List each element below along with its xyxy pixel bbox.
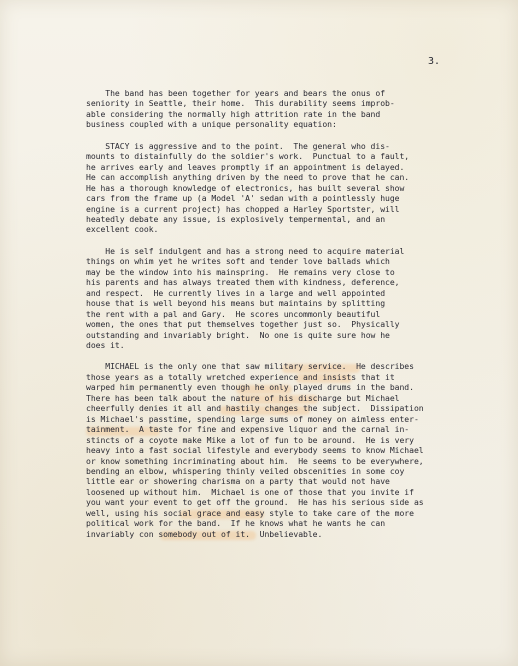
text-line: He is self indulgent and has a strong need to acquire material [86, 245, 405, 256]
text-line: business coupled with a unique personality equation: [86, 119, 337, 130]
text-line: outstanding and invariably bright. No one is quite sure how he [86, 329, 390, 340]
text-line: cars from the frame up (a Model 'A' sedan with a pointlessly huge [86, 193, 400, 204]
text-line: cheerfully denies it all and hastily changes the subject. Dissipation [86, 403, 424, 414]
text-line: women, the ones that put themselves together just so. Physically [86, 319, 400, 330]
text-line: political work for the band. If he knows what he wants he can [86, 518, 386, 529]
text-line: is Michael's passtime, spending large sums of money on aimless enter- [86, 413, 419, 424]
text-line: things on whim yet he writes soft and tender love ballads which [86, 256, 390, 267]
text-line: heatedly debate any issue, is explosively tempermental, and an [86, 213, 386, 224]
text-line: you want your event to get off the ground. He has his serious side as [86, 497, 424, 508]
body-text [86, 88, 466, 550]
text-line: his parents and has always treated them with kindness, deference, [86, 277, 400, 288]
text-line: There has been talk about the nature of his discharge but Michael [86, 392, 400, 403]
text-line: may be the window into his mainspring. He remains very close to [86, 266, 395, 277]
text-line: excellent cook. [86, 224, 159, 235]
text-line: he arrives early and leaves promptly if an appointment is delayed. [86, 161, 405, 172]
text-line: house that is well beyond his means but maintains by splitting [86, 298, 386, 309]
text-line: stincts of a coyote make Mike a lot of fun to be around. He is very [86, 434, 414, 445]
text-line: well, using his social grace and easy style to take care of the more [86, 507, 414, 518]
paragraph-michael [86, 361, 466, 539]
text-line: seniority in Seattle, their home. This durability seems improb- [86, 98, 395, 109]
text-line: He has a thorough knowledge of electronics, has built several show [86, 182, 405, 193]
text-line: able considering the normally high attrition rate in the band [86, 108, 381, 119]
text-line: STACY is aggressive and to the point. The general who dis- [86, 140, 390, 151]
paragraph-intro [86, 88, 466, 130]
text-line: tainment. A taste for fine and expensive liquor and the carnal in- [86, 424, 410, 435]
paragraph-stacy [86, 141, 466, 235]
text-line: and respect. He currently lives in a large and well appointed [86, 287, 386, 298]
text-line: mounts to distainfully do the soldier's work. Punctual to a fault, [86, 151, 410, 162]
page-number: 3. [428, 56, 441, 67]
text-line: MICHAEL is the only one that saw military service. He describes [86, 361, 414, 372]
text-line: those years as a totally wretched experience and insists that it [86, 371, 395, 382]
text-line: invariably con somebody out of it. Unbelievable. [86, 528, 323, 539]
text-line: the rent with a pal and Gary. He scores uncommonly beautiful [86, 308, 381, 319]
text-line: He can accomplish anything driven by the need to prove that he can. [86, 172, 410, 183]
text-line: loosened up without him. Michael is one of those that you invite if [86, 486, 414, 497]
text-line: heavy into a fast social lifestyle and everybody seems to know Michael [86, 445, 424, 456]
text-line: does it. [86, 339, 125, 350]
text-line: bending an elbow, whispering thinly veiled obscenities in some coy [86, 465, 405, 476]
text-line: little ear or showering charisma on a party that would not have [86, 476, 390, 487]
paragraph-stacy-continued [86, 246, 466, 351]
text-line: or know something incriminating about him. He seems to be everywhere, [86, 455, 424, 466]
text-line: The band has been together for years and bears the onus of [86, 88, 386, 98]
text-line: engine is a current project) has chopped a Harley Sportster, will [86, 203, 400, 214]
text-line: warped him permanently even though he only played drums in the band. [86, 382, 414, 393]
